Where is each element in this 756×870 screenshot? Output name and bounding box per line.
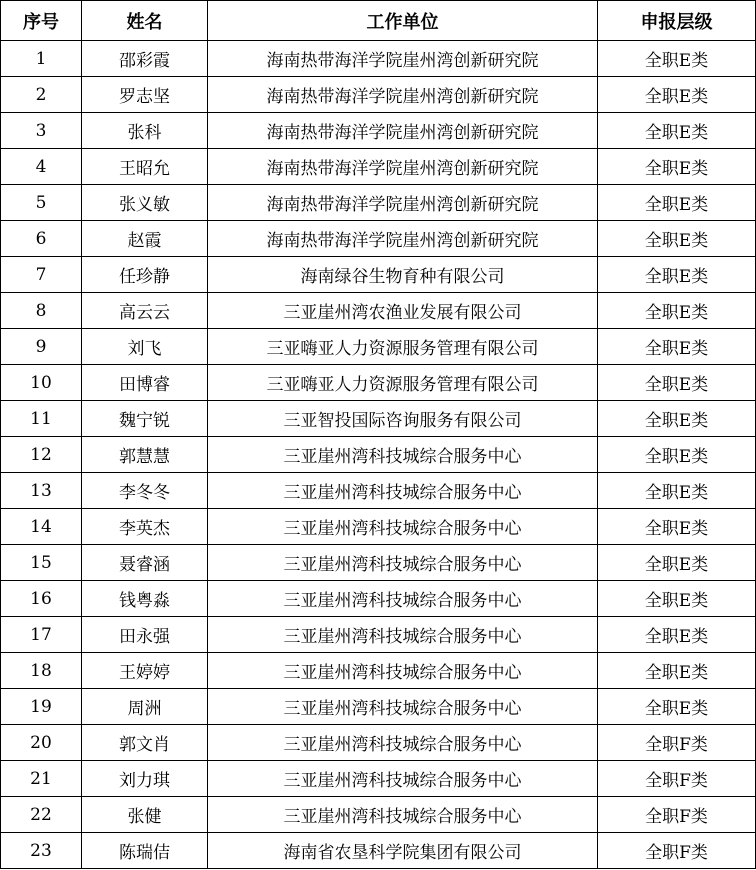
table-row [1, 293, 756, 329]
cell-name: 高云云 [82, 293, 208, 329]
cell-seq: 5 [1, 185, 82, 221]
cell-name: 邵彩霞 [82, 41, 208, 77]
cell-name: 王婷婷 [82, 653, 208, 689]
cell-level: 全职E类 [598, 689, 756, 725]
cell-level: 全职F类 [598, 833, 756, 869]
cell-seq: 23 [1, 833, 82, 869]
cell-name: 田永强 [82, 617, 208, 653]
table-row [1, 77, 756, 113]
header-unit: 工作单位 [208, 1, 598, 41]
cell-name: 周洲 [82, 689, 208, 725]
cell-unit: 三亚崖州湾科技城综合服务中心 [208, 797, 598, 833]
table-header-row [1, 1, 756, 41]
cell-unit: 三亚嗨亚人力资源服务管理有限公司 [208, 329, 598, 365]
header-name: 姓名 [82, 1, 208, 41]
cell-level: 全职E类 [598, 113, 756, 149]
cell-seq: 18 [1, 653, 82, 689]
cell-seq: 7 [1, 257, 82, 293]
cell-unit: 三亚崖州湾农渔业发展有限公司 [208, 293, 598, 329]
cell-unit: 海南绿谷生物育种有限公司 [208, 257, 598, 293]
cell-name: 张义敏 [82, 185, 208, 221]
cell-level: 全职E类 [598, 545, 756, 581]
cell-level: 全职E类 [598, 77, 756, 113]
cell-seq: 13 [1, 473, 82, 509]
cell-name: 刘飞 [82, 329, 208, 365]
cell-name: 陈瑞佶 [82, 833, 208, 869]
cell-seq: 2 [1, 77, 82, 113]
cell-level: 全职E类 [598, 221, 756, 257]
table-row [1, 761, 756, 797]
cell-unit: 海南热带海洋学院崖州湾创新研究院 [208, 113, 598, 149]
table-row [1, 725, 756, 761]
table-row [1, 797, 756, 833]
cell-unit: 三亚崖州湾科技城综合服务中心 [208, 545, 598, 581]
cell-seq: 12 [1, 437, 82, 473]
cell-unit: 三亚崖州湾科技城综合服务中心 [208, 617, 598, 653]
table-row [1, 185, 756, 221]
cell-name: 赵霞 [82, 221, 208, 257]
cell-level: 全职E类 [598, 473, 756, 509]
table-row [1, 365, 756, 401]
cell-seq: 4 [1, 149, 82, 185]
cell-name: 罗志坚 [82, 77, 208, 113]
cell-seq: 10 [1, 365, 82, 401]
cell-seq: 17 [1, 617, 82, 653]
cell-name: 李冬冬 [82, 473, 208, 509]
cell-seq: 15 [1, 545, 82, 581]
cell-unit: 三亚崖州湾科技城综合服务中心 [208, 581, 598, 617]
cell-name: 张健 [82, 797, 208, 833]
cell-level: 全职F类 [598, 725, 756, 761]
table-row [1, 41, 756, 77]
cell-seq: 11 [1, 401, 82, 437]
table-body [1, 41, 756, 869]
cell-level: 全职E类 [598, 437, 756, 473]
table-row [1, 509, 756, 545]
table-row [1, 149, 756, 185]
table-row [1, 653, 756, 689]
cell-unit: 三亚崖州湾科技城综合服务中心 [208, 761, 598, 797]
cell-unit: 三亚崖州湾科技城综合服务中心 [208, 653, 598, 689]
cell-unit: 海南热带海洋学院崖州湾创新研究院 [208, 41, 598, 77]
table-row [1, 257, 756, 293]
cell-name: 王昭允 [82, 149, 208, 185]
cell-name: 刘力琪 [82, 761, 208, 797]
cell-level: 全职E类 [598, 41, 756, 77]
cell-seq: 22 [1, 797, 82, 833]
cell-seq: 19 [1, 689, 82, 725]
cell-name: 聂睿涵 [82, 545, 208, 581]
cell-seq: 3 [1, 113, 82, 149]
cell-unit: 三亚崖州湾科技城综合服务中心 [208, 725, 598, 761]
table-row [1, 221, 756, 257]
cell-unit: 三亚崖州湾科技城综合服务中心 [208, 689, 598, 725]
cell-seq: 20 [1, 725, 82, 761]
cell-seq: 14 [1, 509, 82, 545]
cell-level: 全职E类 [598, 509, 756, 545]
cell-name: 郭文肖 [82, 725, 208, 761]
cell-level: 全职E类 [598, 653, 756, 689]
table-row [1, 329, 756, 365]
cell-seq: 6 [1, 221, 82, 257]
cell-seq: 9 [1, 329, 82, 365]
cell-unit: 三亚崖州湾科技城综合服务中心 [208, 437, 598, 473]
cell-level: 全职F类 [598, 761, 756, 797]
cell-name: 李英杰 [82, 509, 208, 545]
cell-name: 钱粤淼 [82, 581, 208, 617]
cell-unit: 三亚智投国际咨询服务有限公司 [208, 401, 598, 437]
cell-unit: 海南热带海洋学院崖州湾创新研究院 [208, 185, 598, 221]
cell-name: 张科 [82, 113, 208, 149]
cell-level: 全职F类 [598, 797, 756, 833]
cell-seq: 8 [1, 293, 82, 329]
cell-level: 全职E类 [598, 257, 756, 293]
header-seq: 序号 [1, 1, 82, 41]
table-row [1, 473, 756, 509]
cell-level: 全职E类 [598, 581, 756, 617]
table-row [1, 437, 756, 473]
cell-name: 魏宁锐 [82, 401, 208, 437]
cell-seq: 16 [1, 581, 82, 617]
table-row [1, 113, 756, 149]
cell-unit: 海南热带海洋学院崖州湾创新研究院 [208, 221, 598, 257]
table-row [1, 401, 756, 437]
cell-unit: 海南省农垦科学院集团有限公司 [208, 833, 598, 869]
cell-level: 全职E类 [598, 185, 756, 221]
table-row [1, 833, 756, 869]
table-row [1, 545, 756, 581]
cell-level: 全职E类 [598, 149, 756, 185]
cell-unit: 三亚崖州湾科技城综合服务中心 [208, 473, 598, 509]
cell-name: 郭慧慧 [82, 437, 208, 473]
cell-level: 全职E类 [598, 293, 756, 329]
cell-name: 田博睿 [82, 365, 208, 401]
cell-level: 全职E类 [598, 401, 756, 437]
cell-unit: 海南热带海洋学院崖州湾创新研究院 [208, 149, 598, 185]
table-row [1, 581, 756, 617]
cell-unit: 三亚崖州湾科技城综合服务中心 [208, 509, 598, 545]
table-row [1, 617, 756, 653]
cell-level: 全职E类 [598, 617, 756, 653]
cell-level: 全职E类 [598, 329, 756, 365]
cell-seq: 21 [1, 761, 82, 797]
table-row [1, 689, 756, 725]
cell-name: 任珍静 [82, 257, 208, 293]
header-level: 申报层级 [598, 1, 756, 41]
cell-unit: 海南热带海洋学院崖州湾创新研究院 [208, 77, 598, 113]
cell-level: 全职E类 [598, 365, 756, 401]
cell-seq: 1 [1, 41, 82, 77]
cell-unit: 三亚嗨亚人力资源服务管理有限公司 [208, 365, 598, 401]
